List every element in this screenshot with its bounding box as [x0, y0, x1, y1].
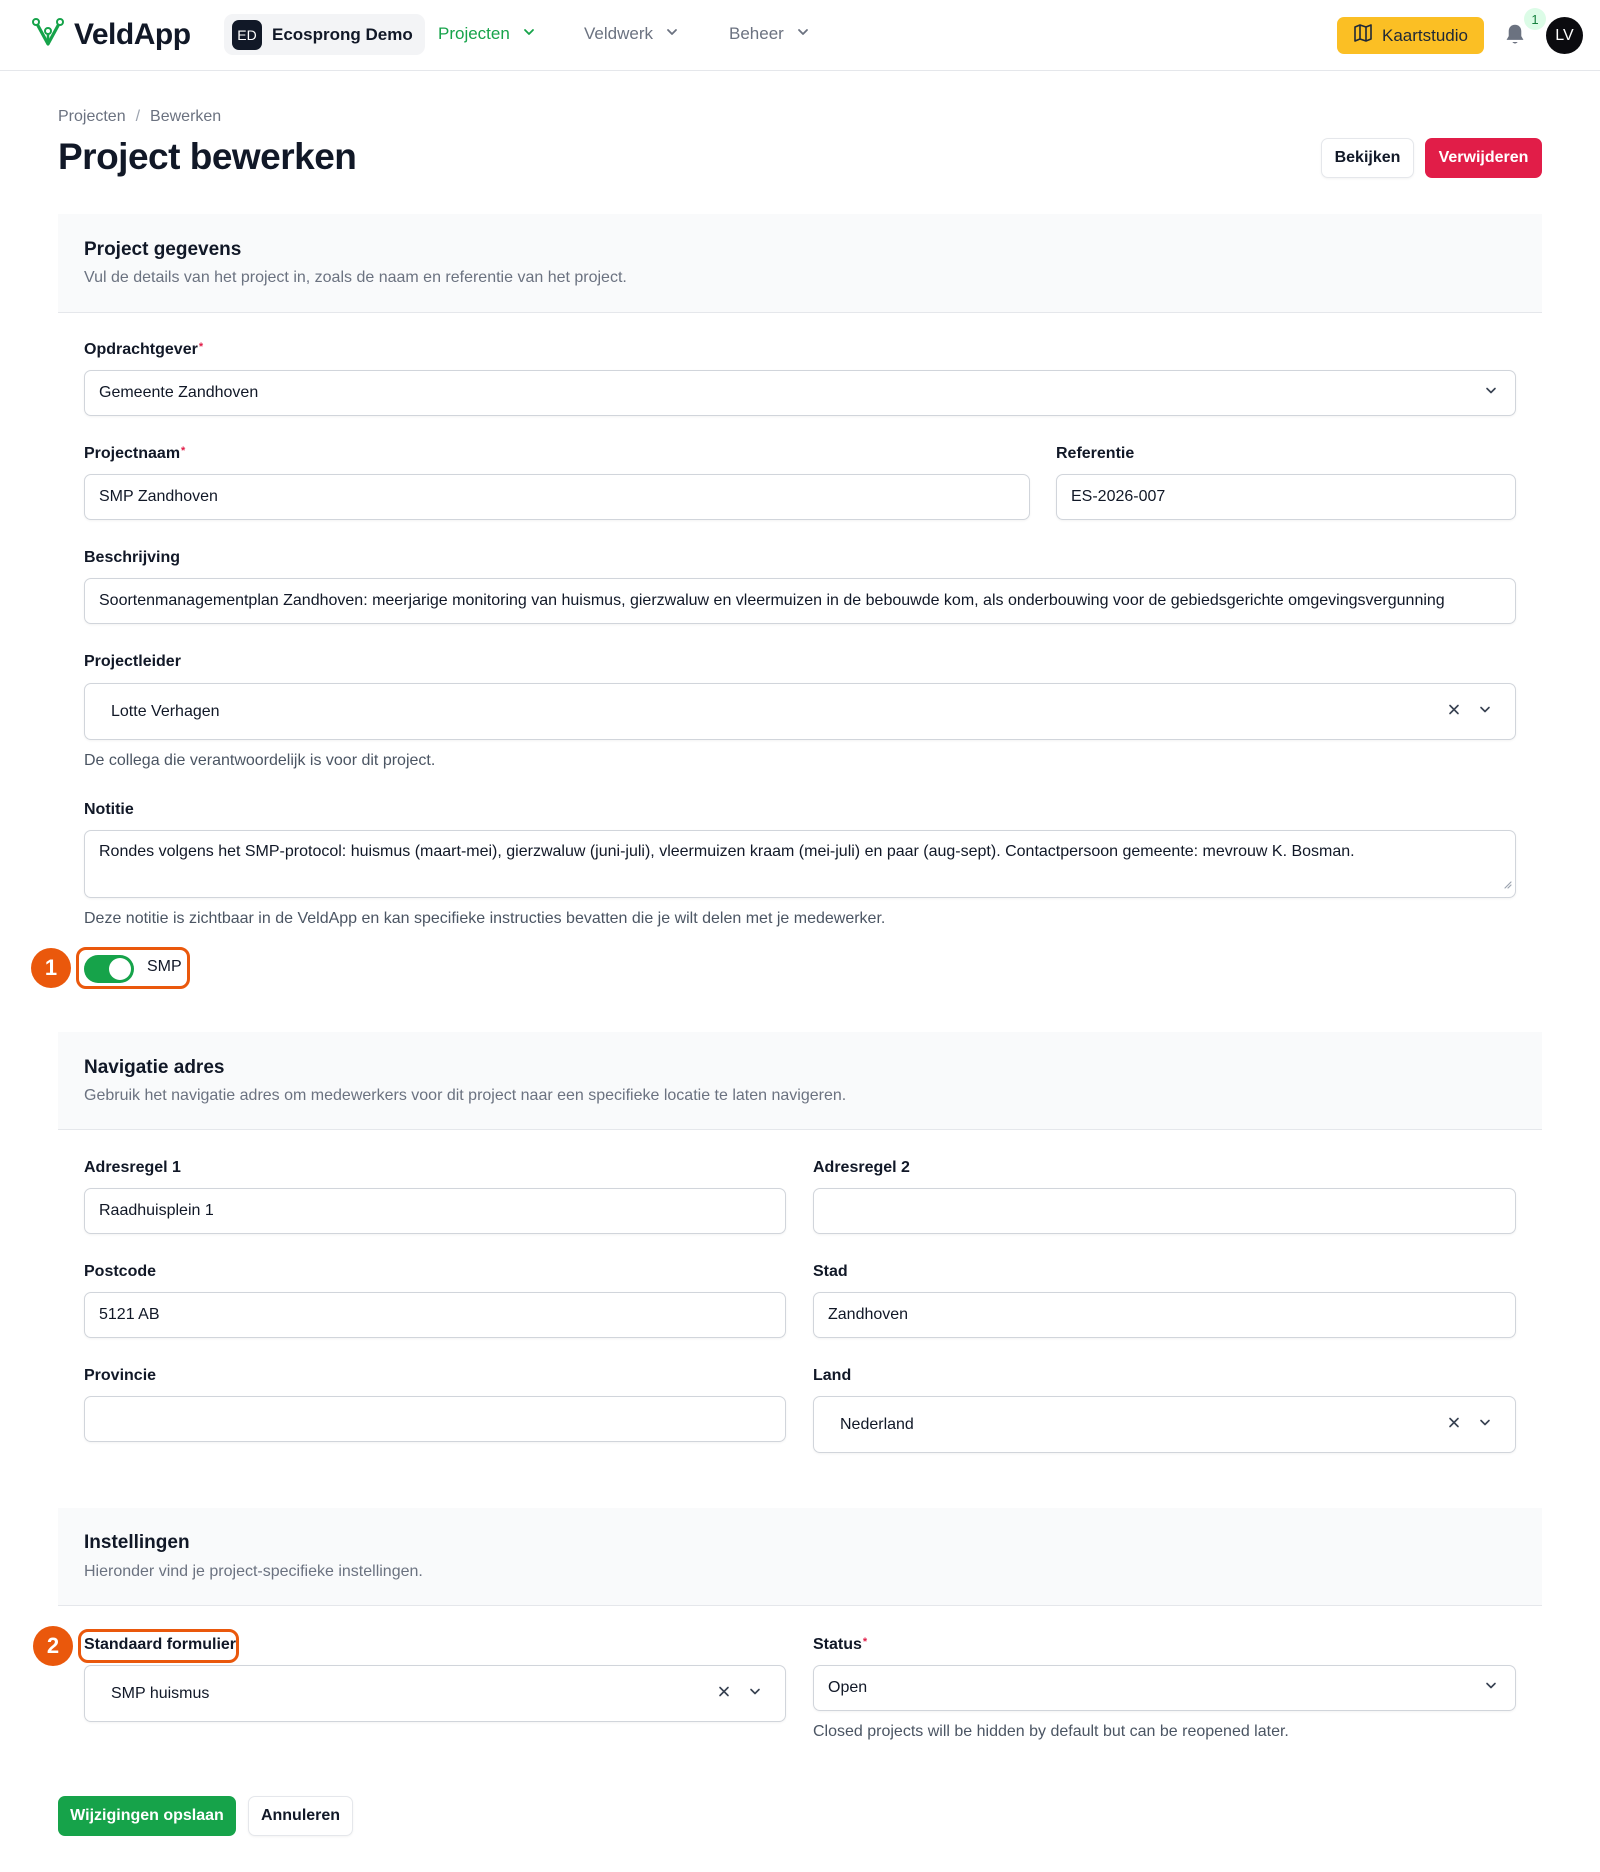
description-input[interactable]: Soortenmanagementplan Zandhoven: meerjarige monitoring van huismus, gierzwaluw en vleermuizen in de bebouwde kom, als onderbouwing voor de gebiedsgerichte omgevingsvergunning	[84, 578, 1516, 624]
city-input[interactable]: Zandhoven	[813, 1292, 1516, 1338]
breadcrumb	[58, 108, 221, 126]
notification-count-badge: 1	[1524, 8, 1546, 30]
chevron-down-icon	[1477, 1414, 1493, 1435]
status-value: Open	[828, 1679, 868, 1696]
delete-button[interactable]: Verwijderen	[1425, 138, 1542, 178]
settings-section-description: Hieronder vind je project-specifieke instellingen.	[84, 1563, 423, 1580]
note-textarea[interactable]	[84, 830, 1516, 898]
organization-switcher[interactable]	[224, 14, 425, 55]
project-lead-value: Lotte Verhagen	[111, 702, 220, 720]
project-name-input[interactable]: SMP Zandhoven	[84, 474, 1030, 520]
reference-input[interactable]: ES-2026-007	[1056, 474, 1516, 520]
country-value: Nederland	[840, 1415, 914, 1433]
project-name-label	[84, 445, 185, 463]
nav-projecten-label: Projecten	[438, 24, 510, 43]
notifications-button[interactable]	[1502, 22, 1528, 53]
map-icon	[1353, 23, 1373, 48]
page-title: Project bewerken	[58, 136, 357, 177]
client-label-text: Opdrachtgever	[84, 341, 198, 358]
note-help: Deze notitie is zichtbaar in de VeldApp en kan specifieke instructies bevatten die je wilt delen met je medewerker.	[84, 910, 886, 927]
veldapp-logo-icon	[32, 16, 64, 53]
top-navigation-bar	[0, 0, 1600, 71]
status-label-text: Status	[813, 1636, 862, 1653]
nav-veldwerk-label: Veldwerk	[584, 24, 653, 43]
project-section-description: Vul de details van het project in, zoals de naam en referentie van het project.	[84, 269, 627, 286]
chevron-down-icon	[522, 24, 536, 44]
bell-icon	[1502, 35, 1528, 52]
reference-label: Referentie	[1056, 445, 1135, 462]
project-lead-label: Projectleider	[84, 653, 181, 670]
smp-toggle-label: SMP	[147, 958, 182, 975]
map-studio-label: Kaartstudio	[1382, 25, 1468, 45]
client-label	[84, 341, 203, 359]
postcode-input[interactable]: 5121 AB	[84, 1292, 786, 1338]
breadcrumb-separator: /	[135, 108, 141, 125]
project-section-header	[58, 214, 1542, 313]
status-help: Closed projects will be hidden by default but can be reopened later.	[813, 1723, 1289, 1740]
nav-beheer-label: Beheer	[729, 24, 784, 43]
note-textarea-value: Rondes volgens het SMP-protocol: huismus (maart-mei), gierzwaluw (juni-juli), vleermuizen kraam (mei-juli) en paar (aug-sept). Contactpersoon gemeente: mevrouw K. Bosman.	[99, 843, 1355, 860]
required-asterisk: *	[181, 445, 186, 457]
clear-icon[interactable]	[1447, 1415, 1461, 1434]
view-button[interactable]: Bekijken	[1321, 138, 1414, 178]
address-section-title: Navigatie adres	[84, 1057, 225, 1078]
chevron-down-icon	[1483, 383, 1499, 404]
chevron-down-icon	[796, 24, 810, 44]
default-form-value: SMP huismus	[111, 1684, 210, 1702]
callout-marker-1: 1	[31, 948, 71, 988]
postcode-label: Postcode	[84, 1263, 157, 1280]
app-logo[interactable]	[32, 16, 191, 53]
status-label	[813, 1636, 867, 1654]
save-changes-button[interactable]: Wijzigingen opslaan	[58, 1796, 236, 1836]
nav-projecten[interactable]	[438, 24, 536, 44]
settings-section-header	[58, 1508, 1542, 1606]
breadcrumb-projecten[interactable]: Projecten	[58, 108, 126, 125]
clear-icon[interactable]	[717, 1684, 731, 1703]
nav-beheer[interactable]	[729, 24, 810, 44]
province-label: Provincie	[84, 1367, 157, 1384]
project-section-title: Project gegevens	[84, 239, 242, 260]
project-name-label-text: Projectnaam	[84, 445, 181, 462]
address-line2-input[interactable]	[813, 1188, 1516, 1234]
cancel-button[interactable]: Annuleren	[248, 1796, 353, 1836]
client-select-value: Gemeente Zandhoven	[99, 384, 259, 401]
breadcrumb-bewerken: Bewerken	[150, 108, 222, 125]
status-select[interactable]	[813, 1665, 1516, 1711]
callout-marker-2: 2	[33, 1626, 73, 1666]
chevron-down-icon	[1483, 1678, 1499, 1699]
map-studio-button[interactable]	[1337, 17, 1484, 54]
address-line1-input[interactable]: Raadhuisplein 1	[84, 1188, 786, 1234]
description-label: Beschrijving	[84, 549, 181, 566]
chevron-down-icon	[1477, 701, 1493, 722]
required-asterisk: *	[198, 341, 204, 353]
note-label: Notitie	[84, 801, 134, 818]
required-asterisk: *	[862, 1636, 868, 1648]
toggle-knob	[109, 958, 131, 980]
chevron-down-icon	[747, 1683, 763, 1704]
smp-toggle[interactable]	[84, 955, 134, 983]
default-form-label: Standaard formulier	[84, 1636, 237, 1653]
org-name: Ecosprong Demo	[272, 24, 413, 44]
address-line1-label: Adresregel 1	[84, 1159, 181, 1176]
resize-handle-icon[interactable]	[1502, 876, 1512, 894]
settings-section-title: Instellingen	[84, 1532, 190, 1553]
country-select[interactable]	[813, 1396, 1516, 1453]
province-input[interactable]	[84, 1396, 786, 1442]
address-line2-label: Adresregel 2	[813, 1159, 910, 1176]
city-label: Stad	[813, 1263, 848, 1280]
client-select[interactable]	[84, 370, 1516, 416]
nav-veldwerk[interactable]	[584, 24, 679, 44]
chevron-down-icon	[665, 24, 679, 44]
default-form-select[interactable]	[84, 1665, 786, 1722]
org-avatar: ED	[232, 20, 262, 50]
address-section-description: Gebruik het navigatie adres om medewerkers voor dit project naar een specifieke locatie te laten navigeren.	[84, 1087, 847, 1104]
app-name: VeldApp	[74, 17, 191, 51]
user-avatar[interactable]: LV	[1546, 17, 1583, 54]
clear-icon[interactable]	[1447, 702, 1461, 721]
country-label: Land	[813, 1367, 852, 1384]
project-lead-help: De collega die verantwoordelijk is voor dit project.	[84, 752, 436, 769]
project-lead-select[interactable]	[84, 683, 1516, 740]
address-section-header	[58, 1032, 1542, 1130]
